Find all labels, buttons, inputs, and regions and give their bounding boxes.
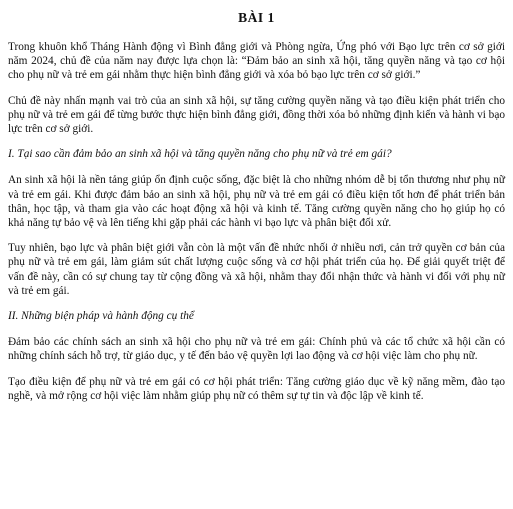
section-1-heading: I. Tại sao cần đảm bảo an sinh xã hội và tăng quyền năng cho phụ nữ và trẻ em gái? [8, 148, 392, 161]
section-2-paragraph: Tạo điều kiện để phụ nữ và trẻ em gái có cơ hội phát triển: Tăng cường giáo dục về kỹ năng mềm, đào tạo nghề, và mở rộng cơ hội việc làm nhằm giúp phụ nữ có thêm sự tự tin và độc lập về kinh tế. [8, 375, 505, 402]
theme-paragraph: Chủ đề này nhấn mạnh vai trò của an sinh xã hội, sự tăng cường quyền năng và tạo điều kiện phát triển cho phụ nữ và trẻ em gái để từng bước thực hiện bình đẳng giới, đồng thời xóa bỏ những định kiến và hành vi bạo lực trên cơ sở giới. [8, 94, 505, 136]
document-title: BÀI 1 [238, 10, 275, 25]
section-1-paragraph: An sinh xã hội là nền tảng giúp ổn định cuộc sống, đặc biệt là cho những nhóm dễ bị tổn thương như phụ nữ và trẻ em gái. Khi được đảm bảo an sinh xã hội, phụ nữ và trẻ em gái có điều kiện tốt hơn để phát triển bản thân, học tập, và tham gia vào các hoạt động xã hội và kinh tế. Tăng cường quyền năng cho họ giúp họ có khả năng tự bảo vệ và lên tiếng khi gặp phải các hành vi bạo lực và phân biệt đối xử. [8, 174, 505, 230]
section-2-paragraph: Đảm bảo các chính sách an sinh xã hội cho phụ nữ và trẻ em gái: Chính phủ và các tổ chức xã hội cần có những chính sách hỗ trợ, từ giáo dục, y tế đến bảo vệ quyền lợi lao động và cơ hội việc làm cho phụ nữ. [8, 336, 505, 363]
section-2-heading: II. Những biện pháp và hành động cụ thể [8, 310, 194, 323]
intro-paragraph: Trong khuôn khổ Tháng Hành động vì Bình đẳng giới và Phòng ngừa, Ứng phó với Bạo lực trên cơ sở giới năm 2024, chủ đề của năm nay được lựa chọn là: “Đảm bảo an sinh xã hội, tăng quyền năng và tạo cơ hội cho phụ nữ và trẻ em gái nhằm thực hiện bình đẳng giới và xóa bỏ bạo lực trên cơ sở giới.” [8, 41, 505, 82]
section-1-paragraph: Tuy nhiên, bạo lực và phân biệt giới vẫn còn là một vấn đề nhức nhối ở nhiều nơi, cản trở quyền cơ bản của phụ nữ và trẻ em gái, làm giảm sút chất lượng cuộc sống và cơ hội phát triển của họ. Để giải quyết triệt để vấn đề này, cần có sự chung tay từ cộng đồng và xã hội, nhằm thay đổi nhận thức và hành vi đối với phụ nữ và trẻ em gái. [8, 242, 505, 297]
